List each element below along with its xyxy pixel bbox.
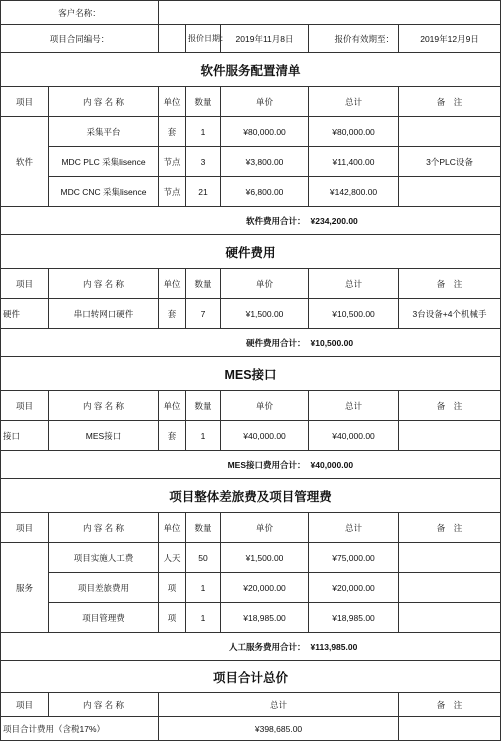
software-title: 软件服务配置清单: [1, 53, 501, 87]
item-remark: [399, 117, 501, 147]
col-remark: 备 注: [399, 87, 501, 117]
item-total: ¥10,500.00: [309, 299, 399, 329]
customer-value: [159, 1, 501, 25]
col-unit: 单位: [159, 513, 186, 543]
mes-sum-row: [1, 451, 501, 479]
grand-label: 项目合计费用（含税17%）: [1, 717, 159, 741]
item-unit: 节点: [159, 147, 186, 177]
mes-title-row: [1, 357, 501, 391]
col-content: 内 容 名 称: [49, 391, 159, 421]
item-remark: [399, 177, 501, 207]
col-total: 总计: [159, 693, 399, 717]
service-sum-row: [1, 633, 501, 661]
item-name: 串口转网口硬件: [49, 299, 159, 329]
table-row: [1, 573, 501, 603]
software-sum-label: 软件费用合计：: [1, 207, 309, 235]
table-row: [1, 421, 501, 451]
service-title: 项目整体差旅费及项目管理费: [1, 479, 501, 513]
item-total: ¥75,000.00: [309, 543, 399, 573]
service-sum-label: 人工服务费用合计：: [1, 633, 309, 661]
item-total: ¥20,000.00: [309, 573, 399, 603]
item-qty: 7: [186, 299, 221, 329]
col-price: 单价: [221, 269, 309, 299]
col-content: 内 容 名 称: [49, 87, 159, 117]
mes-sum-label: MES接口费用合计：: [1, 451, 309, 479]
contract-row: [1, 25, 501, 53]
table-row: [1, 299, 501, 329]
col-remark: 备 注: [399, 693, 501, 717]
table-row: [1, 603, 501, 633]
col-price: 单价: [221, 513, 309, 543]
item-price: ¥18,985.00: [221, 603, 309, 633]
hardware-title-row: [1, 235, 501, 269]
item-unit: 节点: [159, 177, 186, 207]
col-content: 内 容 名 称: [49, 269, 159, 299]
table-row: [1, 147, 501, 177]
col-qty: 数量: [186, 87, 221, 117]
col-remark: 备 注: [399, 269, 501, 299]
item-unit: 套: [159, 117, 186, 147]
customer-label: 客户名称：: [1, 1, 159, 25]
item-qty: 21: [186, 177, 221, 207]
item-price: ¥20,000.00: [221, 573, 309, 603]
item-remark: 3个PLC设备: [399, 147, 501, 177]
hardware-category: 硬件: [1, 299, 49, 329]
item-remark: 3台设备+4个机械手: [399, 299, 501, 329]
item-unit: 套: [159, 299, 186, 329]
item-price: ¥40,000.00: [221, 421, 309, 451]
quote-date-label: 报价日期：: [186, 25, 221, 53]
grand-header-row: [1, 693, 501, 717]
item-total: ¥11,400.00: [309, 147, 399, 177]
item-name: MES接口: [49, 421, 159, 451]
software-sum-value: ¥234,200.00: [309, 207, 501, 235]
col-remark: 备 注: [399, 391, 501, 421]
col-content: 内 容 名 称: [49, 513, 159, 543]
col-unit: 单位: [159, 87, 186, 117]
table-row: [1, 543, 501, 573]
item-price: ¥6,800.00: [221, 177, 309, 207]
item-qty: 1: [186, 603, 221, 633]
valid-date: 2019年12月9日: [399, 25, 501, 53]
item-total: ¥40,000.00: [309, 421, 399, 451]
mes-sum-value: ¥40,000.00: [309, 451, 501, 479]
customer-row: [1, 1, 501, 25]
grand-title-row: [1, 661, 501, 693]
mes-header-row: [1, 391, 501, 421]
col-qty: 数量: [186, 269, 221, 299]
item-price: ¥1,500.00: [221, 299, 309, 329]
contract-label: 项目合同编号：: [1, 25, 159, 53]
item-qty: 50: [186, 543, 221, 573]
service-sum-value: ¥113,985.00: [309, 633, 501, 661]
grand-title: 项目合计总价: [1, 661, 501, 693]
col-remark: 备 注: [399, 513, 501, 543]
col-unit: 单位: [159, 269, 186, 299]
item-price: ¥3,800.00: [221, 147, 309, 177]
col-total: 总计: [309, 269, 399, 299]
item-qty: 1: [186, 117, 221, 147]
hardware-sum-row: [1, 329, 501, 357]
item-unit: 套: [159, 421, 186, 451]
service-category: 服务: [1, 543, 49, 633]
col-unit: 单位: [159, 391, 186, 421]
item-name: MDC CNC 采集lisence: [49, 177, 159, 207]
grand-remark: [399, 717, 501, 741]
hardware-title: 硬件费用: [1, 235, 501, 269]
col-total: 总计: [309, 87, 399, 117]
col-content: 内 容 名 称: [49, 693, 159, 717]
software-sum-row: [1, 207, 501, 235]
col-item: 项目: [1, 693, 49, 717]
col-total: 总计: [309, 391, 399, 421]
table-row: [1, 117, 501, 147]
item-qty: 1: [186, 421, 221, 451]
hardware-sum-label: 硬件费用合计：: [1, 329, 309, 357]
col-qty: 数量: [186, 513, 221, 543]
item-remark: [399, 573, 501, 603]
item-price: ¥1,500.00: [221, 543, 309, 573]
item-total: ¥80,000.00: [309, 117, 399, 147]
item-name: 采集平台: [49, 117, 159, 147]
col-item: 项目: [1, 513, 49, 543]
software-title-row: [1, 53, 501, 87]
col-total: 总计: [309, 513, 399, 543]
col-item: 项目: [1, 87, 49, 117]
hardware-sum-value: ¥10,500.00: [309, 329, 501, 357]
software-category: 软件: [1, 117, 49, 207]
item-price: ¥80,000.00: [221, 117, 309, 147]
mes-title: MES接口: [1, 357, 501, 391]
col-item: 项目: [1, 269, 49, 299]
item-name: MDC PLC 采集lisence: [49, 147, 159, 177]
service-header-row: [1, 513, 501, 543]
col-item: 项目: [1, 391, 49, 421]
grand-value: ¥398,685.00: [159, 717, 399, 741]
col-price: 单价: [221, 87, 309, 117]
item-remark: [399, 543, 501, 573]
item-qty: 1: [186, 573, 221, 603]
valid-label: 报价有效期至：: [309, 25, 399, 53]
item-name: 项目差旅费用: [49, 573, 159, 603]
item-name: 项目管理费: [49, 603, 159, 633]
service-title-row: [1, 479, 501, 513]
table-row: [1, 177, 501, 207]
item-unit: 项: [159, 573, 186, 603]
item-unit: 人天: [159, 543, 186, 573]
item-name: 项目实施人工费: [49, 543, 159, 573]
col-price: 单价: [221, 391, 309, 421]
mes-category: 接口: [1, 421, 49, 451]
item-unit: 项: [159, 603, 186, 633]
item-remark: [399, 421, 501, 451]
col-qty: 数量: [186, 391, 221, 421]
contract-value: [159, 25, 186, 53]
hardware-header-row: [1, 269, 501, 299]
software-header-row: [1, 87, 501, 117]
item-total: ¥18,985.00: [309, 603, 399, 633]
item-qty: 3: [186, 147, 221, 177]
grand-row: [1, 717, 501, 741]
item-remark: [399, 603, 501, 633]
quote-date: 2019年11月8日: [221, 25, 309, 53]
item-total: ¥142,800.00: [309, 177, 399, 207]
